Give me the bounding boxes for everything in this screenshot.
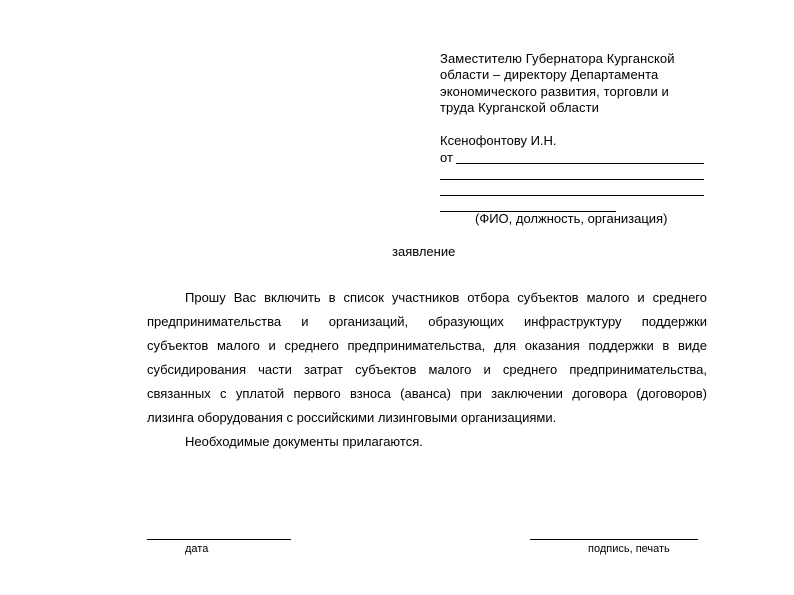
- body-line: предпринимательства и организаций, образующих инфраструктуру поддержки: [147, 314, 707, 329]
- body-line: лизинга оборудования с российскими лизинговыми организациями.: [147, 410, 557, 425]
- addressee-line: экономического развития, торговли и: [440, 84, 669, 99]
- body-line: субсидирования части затрат субъектов малого и среднего предпринимательства,: [147, 362, 707, 377]
- date-label: дата: [185, 543, 209, 555]
- body-line: Прошу Вас включить в список участников отбора субъектов малого и среднего: [185, 290, 707, 305]
- document-title: заявление: [392, 244, 456, 259]
- sender-blank-line: [440, 195, 704, 196]
- from-label: от: [440, 150, 453, 165]
- sender-caption: (ФИО, должность, организация): [475, 211, 668, 226]
- body-line: субъектов малого и среднего предпринимательства, для оказания поддержки в виде: [147, 338, 707, 353]
- sender-blank-line: [456, 163, 704, 164]
- date-blank-line: [147, 539, 291, 540]
- signature-label: подпись, печать: [588, 543, 670, 555]
- body-line: связанных с уплатой первого взноса (аванса) при заключении договора (договоров): [147, 386, 707, 401]
- signature-blank-line: [530, 539, 698, 540]
- sender-blank-line: [440, 179, 704, 180]
- attachments-note: Необходимые документы прилагаются.: [185, 434, 423, 449]
- addressee-line: Заместителю Губернатора Курганской: [440, 51, 675, 66]
- addressee-name: Ксенофонтову И.Н.: [440, 133, 557, 148]
- addressee-line: области – директору Департамента: [440, 67, 659, 82]
- addressee-line: труда Курганской области: [440, 100, 600, 115]
